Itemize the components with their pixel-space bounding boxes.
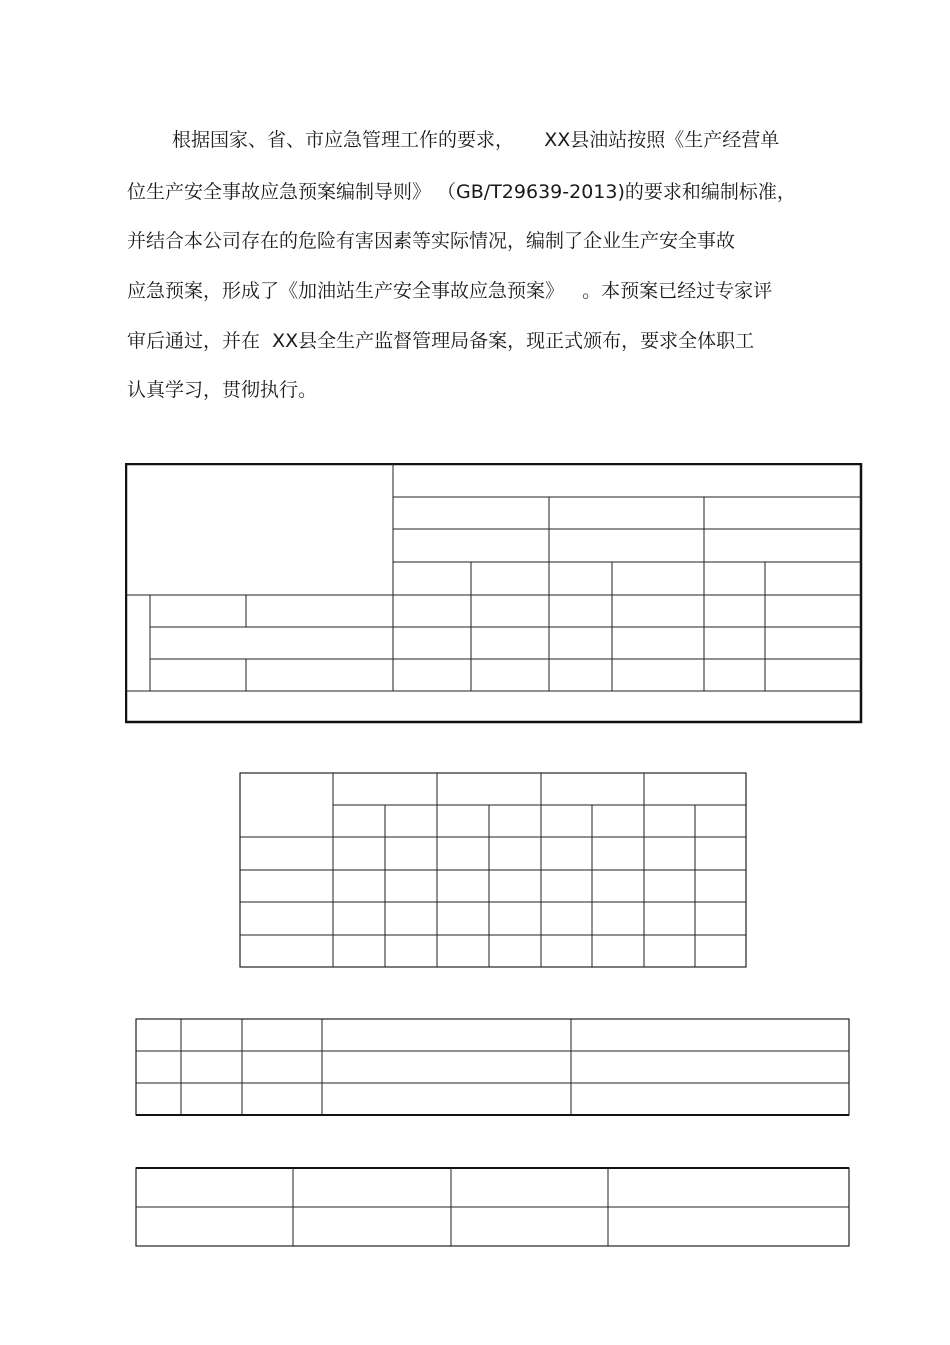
- table-4-grid: [135, 1167, 851, 1249]
- table-3: [135, 1018, 851, 1118]
- text-line-4: 应急预案，形成了《加油站生产安全事故应急预案》 。本预案已经过专家评: [127, 280, 773, 302]
- text-line-1: 根据国家、省、市应急管理工作的要求， XX县油站按照《生产经营单: [172, 129, 780, 151]
- table-2: [239, 772, 749, 970]
- table-1-grid: [125, 463, 863, 725]
- text-line-5: 审后通过，并在 XX县全生产监督管理局备案，现正式颁布，要求全体职工: [127, 330, 755, 352]
- text-line-6: 认真学习，贯彻执行。: [127, 379, 318, 401]
- text-line-2: 位生产安全事故应急预案编制导则》 （GB/T29639-2013)的要求和编制标准，: [127, 181, 796, 203]
- table-3-grid: [135, 1018, 851, 1118]
- table-1: [125, 463, 863, 725]
- table-2-grid: [239, 772, 749, 970]
- text-line-3: 并结合本公司存在的危险有害因素等实际情况，编制了企业生产安全事故: [127, 230, 736, 252]
- table-4: [135, 1167, 851, 1249]
